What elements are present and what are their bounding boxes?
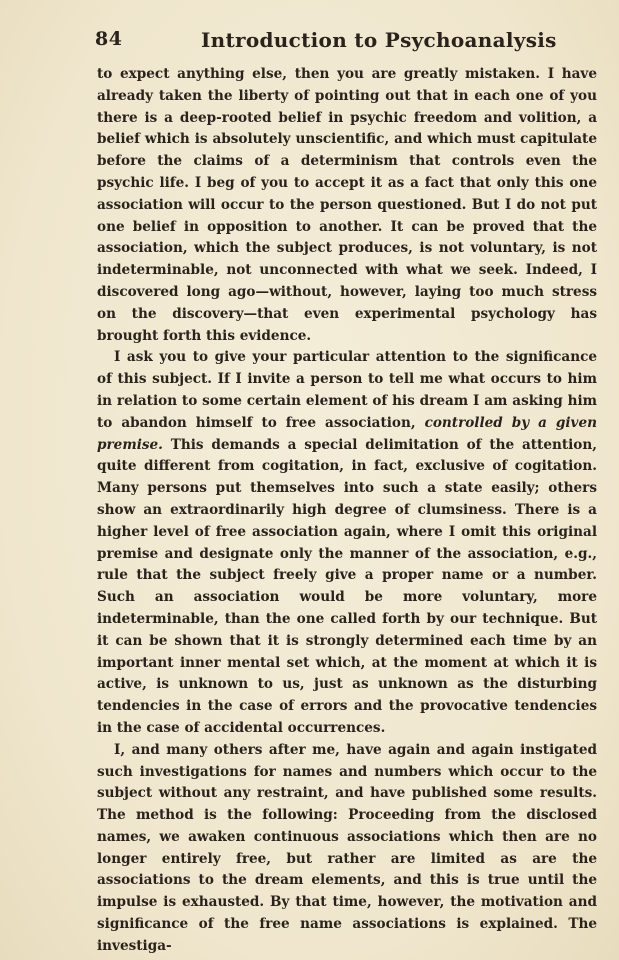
page-number: 84 — [95, 28, 123, 50]
paragraph-3: I, and many others after me, have again and again instigated such investigations for names and numbers which occur to the subject without any restraint, and have published some results. The method is the following: Proceeding from the disclosed names, we awaken continuous associations which then are no longer entirely free, but rather are limited as are the associations to the dream elements, and this is true until the impulse is exhausted. By that time, however, the motivation and significance of the free name associations is explained. The investiga- — [97, 741, 597, 954]
page-header — [95, 28, 595, 58]
paragraph-2 — [97, 347, 597, 739]
paragraph-2-emphasis: controlled by a given premise. — [97, 414, 597, 453]
body-text — [97, 64, 597, 958]
paragraph-2-text-after: This demands a special delimitation of the attention, quite different from cogitation, in fact, exclusive of cogitation. Many persons put themselves into such a state easily; others show an extraordinarily high degree of clumsiness. There is a higher level of free association again, where I omit this original premise and designate only the manner of the association, e.g., rule that the subject freely give a proper name or a number. Such an association would be more voluntary, more indeterminable, than the one called forth by our technique. But it can be shown that it is strongly determined each time by an important inner mental set which, at the moment at which it is active, is unknown to us, just as unknown as the disturbing tendencies in the case of errors and the provocative tendencies in the case of accidental occurrences. — [97, 436, 597, 736]
paragraph-2-text-before: I ask you to give your particular attention to the significance of this subject. If I invite a person to tell me what occurs to him in relation to some certain element of his dream I am asking him to abandon himself to free association, — [97, 349, 597, 431]
running-head: Introduction to Psychoanalysis — [201, 28, 557, 52]
paragraph-1: to expect anything else, then you are greatly mistaken. I have already taken the liberty of pointing out that in each one of you there is a deep-rooted belief in psychic freedom and volition, a belief which is absolutely unscientific, and which must capitulate before the claims of a determinism that controls even the psychic life. I beg of you to accept it as a fact that only this one association will occur to the person questioned. But I do not put one belief in opposition to another. It can be proved that the association, which the subject produces, is not voluntary, is not indeterminable, not unconnected with what we seek. Indeed, I discovered long ago—without, however, laying too much stress on the discovery—that even experimental psychology has brought forth this evidence. — [97, 66, 597, 344]
